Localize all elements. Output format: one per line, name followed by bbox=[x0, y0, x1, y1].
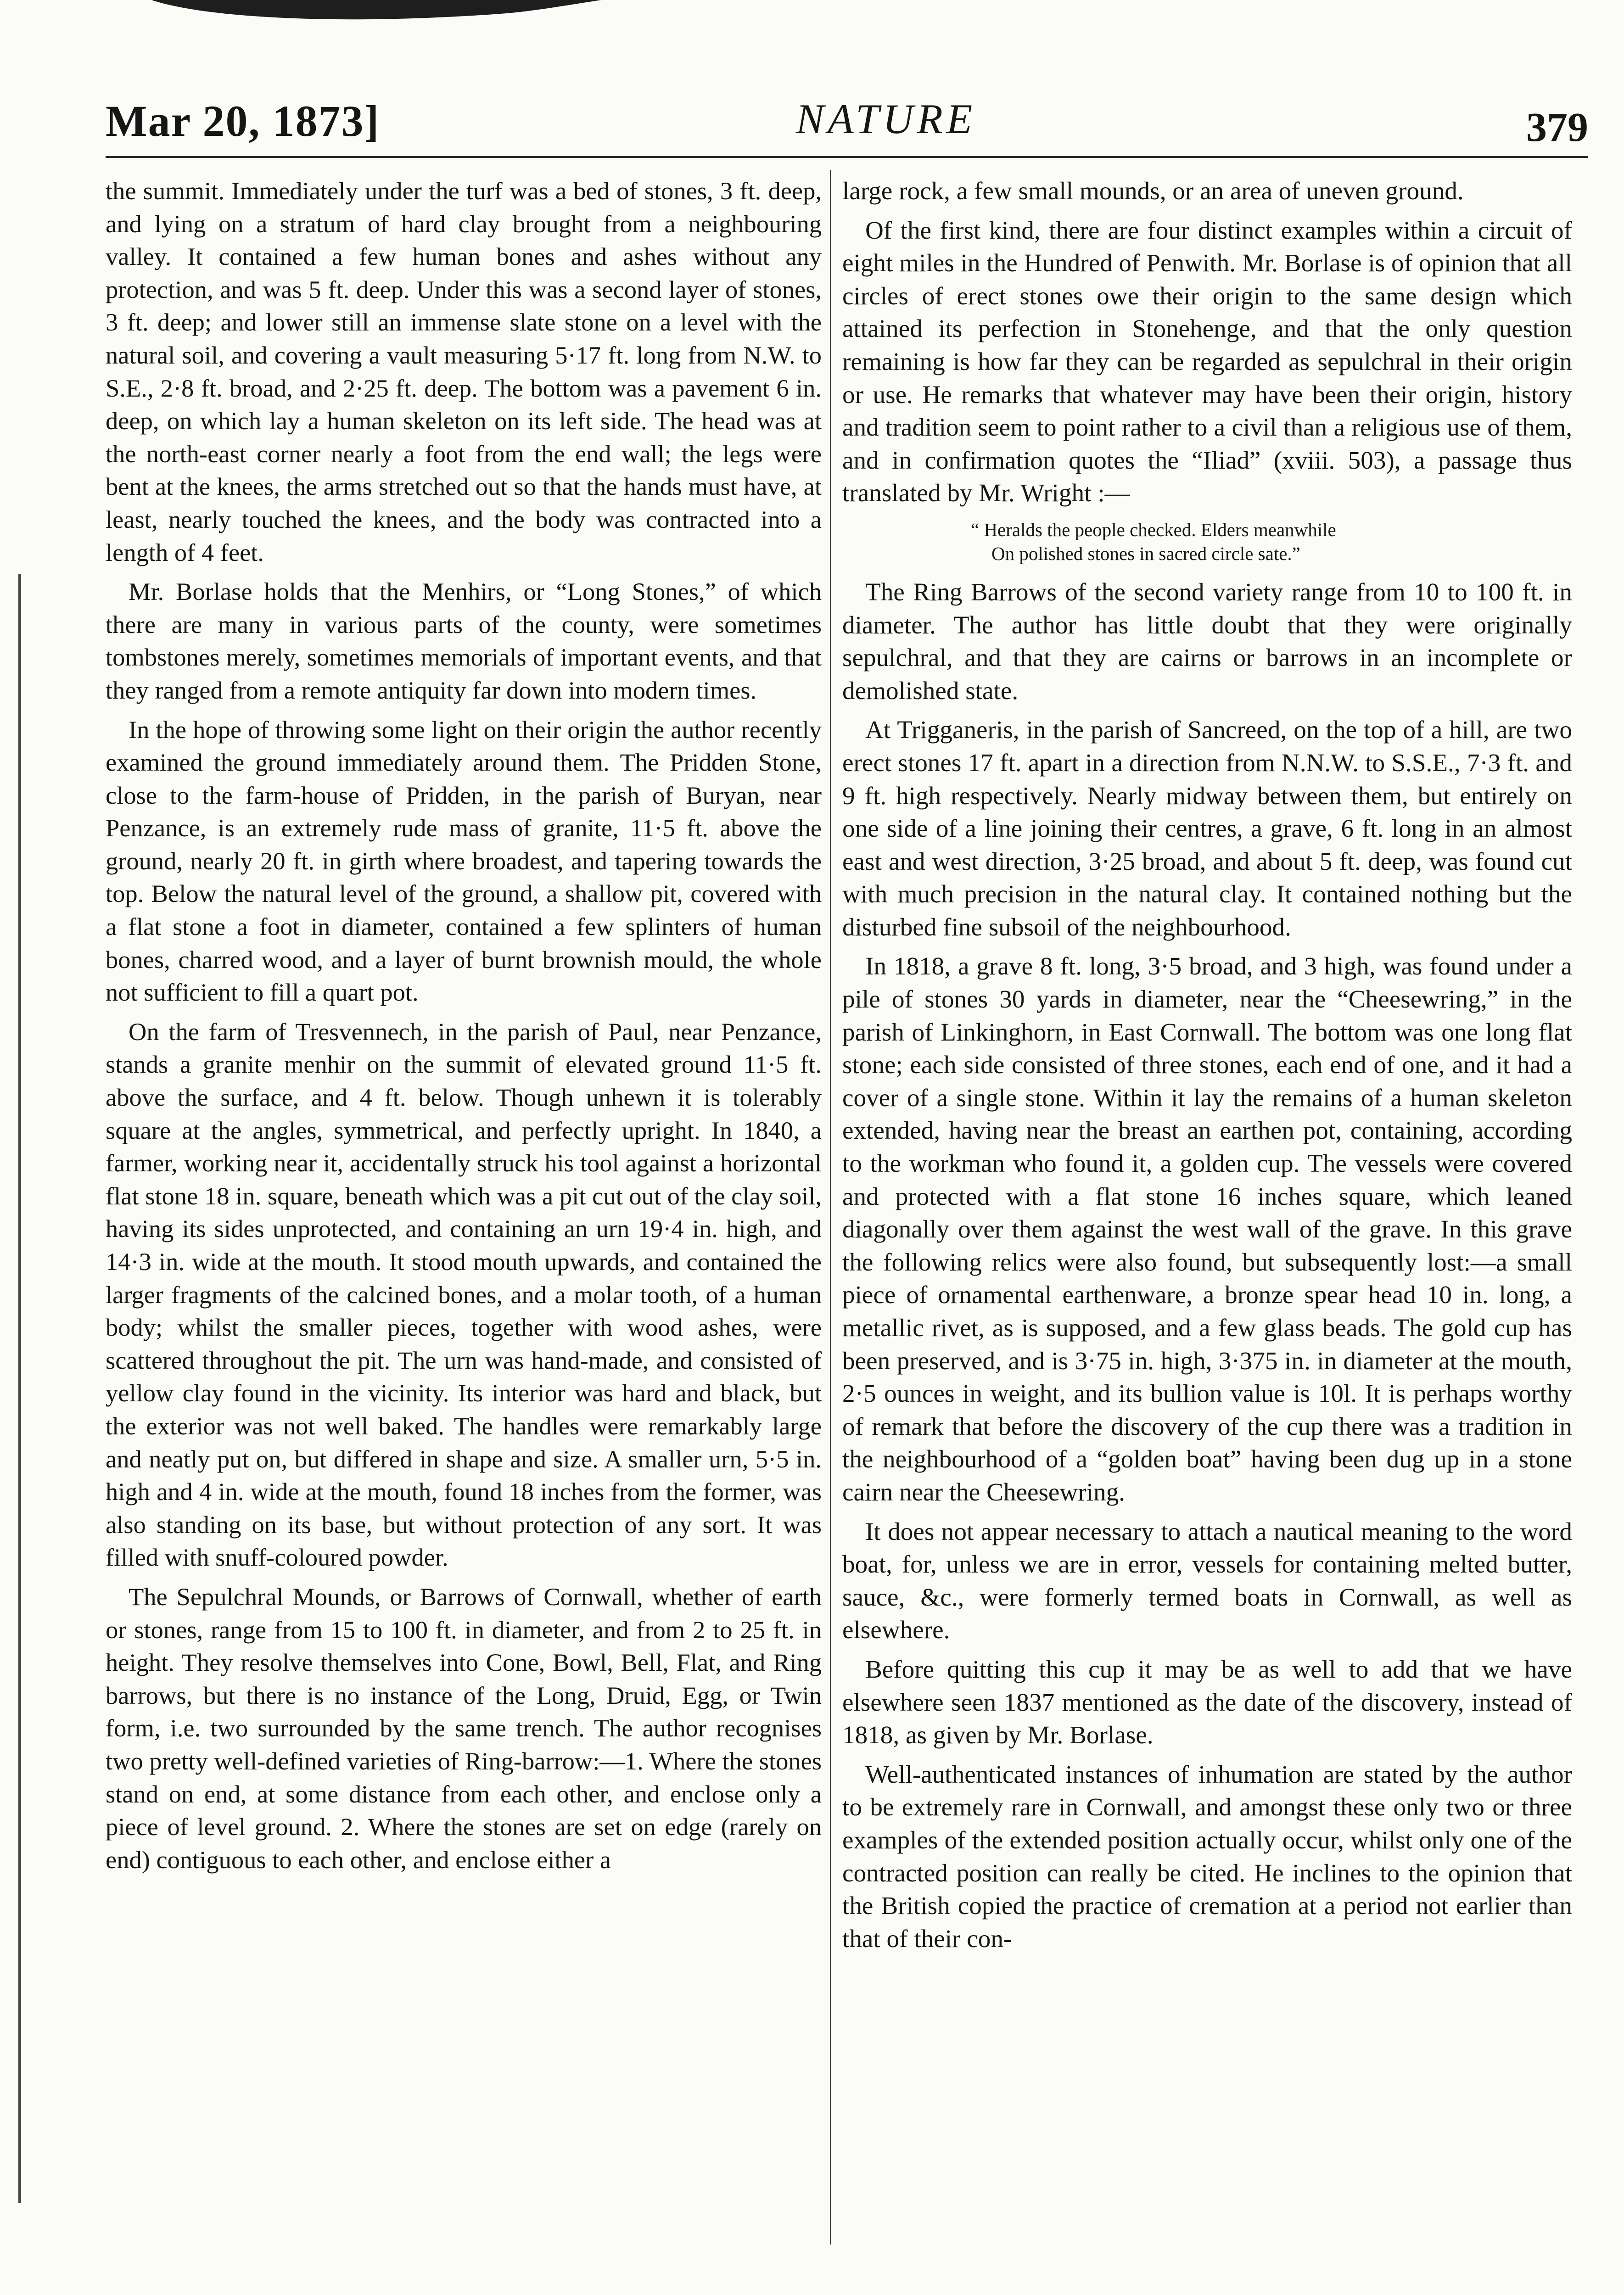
quote-line: On polished stones in sacred circle sate.” bbox=[991, 543, 1300, 564]
paragraph: Of the first kind, there are four distinct examples within a circuit of eight miles in the Hundred of Penwith. Mr. Borlase is of opinion that all circles of erect stones owe their origin to the same design which attained its perfection in Stonehenge, and that the only question remaining is how far they can be regarded as sepulchral in their origin or use. He remarks that whatever may have been their origin, history and tradition seem to point rather to a civil than a religious use of them, and in confirmation quotes the “Iliad” (xviii. 503), a passage thus translated by Mr. Wright :— bbox=[842, 216, 1572, 507]
scan-edge-line bbox=[18, 574, 21, 2203]
block-quote bbox=[842, 518, 1572, 565]
paragraph: The Ring Barrows of the second variety range from 10 to 100 ft. in diameter. The author has little doubt that they were originally sepulchral, and that they are cairns or barrows in an incomplete or demolished state. bbox=[842, 577, 1572, 705]
paragraph: Well-authenticated instances of inhumation are stated by the author to be extremely rare in Cornwall, and amongst these only two or three examples of the extended position actually occur, whilst only one of the contracted position can really be cited. He inclines to the opinion that the British copied the practice of cremation at a period not earlier than that of their con- bbox=[842, 1760, 1572, 1953]
right-column bbox=[842, 174, 1572, 1961]
paragraph: On the farm of Tresvennech, in the parish of Paul, near Penzance, stands a granite menhir on the summit of elevated ground 11·5 ft. above the surface, and 4 ft. below. Though unhewn it is tolerably square at the angles, symmetrical, and perfectly upright. In 1840, a farmer, working near it, accidentally struck his tool against a horizontal flat stone 18 in. square, beneath which was a pit cut out of the clay soil, having its sides unprotected, and containing an urn 19·4 in. high, and 14·3 in. wide at the mouth. It stood mouth upwards, and contained the larger fragments of the calcined bones, and a molar tooth, of a human body; whilst the smaller pieces, together with wood ashes, were scattered throughout the pit. The urn was hand-made, and consisted of yellow clay found in the vicinity. Its interior was hard and black, but the exterior was not well baked. The handles were remarkably large and neatly put on, but differed in shape and size. A smaller urn, 5·5 in. high and 4 in. wide at the mouth, found 18 inches from the former, was also standing on its base, but without protection of any sort. It was filled with snuff-coloured powder. bbox=[106, 1017, 822, 1572]
paragraph: It does not appear necessary to attach a nautical meaning to the word boat, for, unless we are in error, vessels for containing melted butter, sauce, &c., were formerly termed boats in Cornwall, as well as elsewhere. bbox=[842, 1517, 1572, 1644]
paragraph: Mr. Borlase holds that the Menhirs, or “Long Stones,” of which there are many in various parts of the county, were sometimes tombstones merely, sometimes memorials of important events, and that they ranged from a remote antiquity far down into modern times. bbox=[106, 577, 822, 704]
paragraph: At Trigganeris, in the parish of Sancreed, on the top of a hill, are two erect stones 17 ft. apart in a direction from N.N.W. to S.S.E., 7·3 ft. and 9 ft. high respectively. Nearly midway between them, but entirely on one side of a line joining their centres, a grave, 6 ft. long in an almost east and west direction, 3·25 broad, and about 5 ft. deep, was found cut with much precision in the natural clay. It contained nothing but the disturbed fine subsoil of the neighbourhood. bbox=[842, 716, 1572, 941]
binding-shadow-bottom bbox=[202, 2290, 615, 2295]
paragraph: Before quitting this cup it may be as well to add that we have elsewhere seen 1837 mentioned as the date of the discovery, instead of 1818, as given by Mr. Borlase. bbox=[842, 1655, 1572, 1749]
running-header bbox=[106, 92, 1588, 156]
binding-shadow-top bbox=[151, 0, 601, 32]
paragraph: The Sepulchral Mounds, or Barrows of Cornwall, whether of earth or stones, range from 15 to 100 ft. in diameter, and from 2 to 25 ft. in height. They resolve themselves into Cone, Bowl, Bell, Flat, and Ring barrows, but there is no instance of the Long, Druid, Egg, or Twin form, i.e. two surrounded by the same trench. The author recognises two pretty well-defined varieties of Ring-barrow:—1. Where the stones stand on end, at some distance from each other, and enclose only a piece of level ground. 2. Where the stones are set on edge (rarely on end) contiguous to each other, and enclose either a bbox=[106, 1582, 822, 1874]
paragraph: the summit. Immediately under the turf was a bed of stones, 3 ft. deep, and lying on a stratum of hard clay brought from a neighbouring valley. It contained a few human bones and ashes without any protection, and was 5 ft. deep. Under this was a second layer of stones, 3 ft. deep; and lower still an immense slate stone on a level with the natural soil, and covering a vault measuring 5·17 ft. long from N.W. to S.E., 2·8 ft. broad, and 2·25 ft. deep. The bottom was a pavement 6 in. deep, on which lay a human skeleton on its left side. The head was at the north-east corner nearly a foot from the end wall; the legs were bent at the knees, the arms stretched out so that the hands must have, at least, nearly touched the knees, and the body was contracted into a length of 4 feet. bbox=[106, 177, 822, 566]
journal-title: NATURE bbox=[795, 95, 976, 142]
header-rule bbox=[106, 156, 1588, 158]
quote-line: “ Heralds the people checked. Elders meanwhile bbox=[971, 519, 1336, 540]
page-number: 379 bbox=[1526, 105, 1588, 150]
paragraph: In 1818, a grave 8 ft. long, 3·5 broad, and 3 high, was found under a pile of stones 30 yards in diameter, near the “Cheesewring,” in the parish of Linkinghorn, in East Cornwall. The bottom was one long flat stone; each side consisted of three stones, each end of one, and it had a cover of a single stone. Within it lay the remains of a human skeleton extended, having near the breast an earthen pot, containing, according to the workman who found it, a golden cup. The vessels were covered and protected with a flat stone 16 inches square, which leaned diagonally over them against the west wall of the grave. In this grave the following relics were also found, but subsequently lost:—a small piece of ornamental earthenware, a bronze spear head 10 in. long, a metallic rivet, as is supposed, and a few glass beads. The gold cup has been preserved, and is 3·75 in. high, 3·375 in. in diameter at the mouth, 2·5 ounces in weight, and its bullion value is 10l. It is perhaps worthy of remark that before the discovery of the cup there was a tradition in the neighbourhood of a “golden boat” having been dug up in a stone cairn near the Cheesewring. bbox=[842, 952, 1572, 1506]
column-divider bbox=[830, 170, 831, 2245]
paragraph: In the hope of throwing some light on their origin the author recently examined the ground immediately around them. The Pridden Stone, close to the farm-house of Pridden, in the parish of Buryan, near Penzance, is an extremely rude mass of granite, 11·5 ft. above the ground, nearly 20 ft. in girth where broadest, and tapering towards the top. Below the natural level of the ground, a shallow pit, covered with a flat stone a foot in diameter, contained a few splinters of human bones, charred wood, and a layer of burnt brownish mould, the whole not sufficient to fill a quart pot. bbox=[106, 715, 822, 1007]
issue-date: Mar 20, 1873] bbox=[106, 96, 380, 146]
left-column bbox=[106, 174, 822, 1882]
paragraph: large rock, a few small mounds, or an area of uneven ground. bbox=[842, 177, 1464, 205]
